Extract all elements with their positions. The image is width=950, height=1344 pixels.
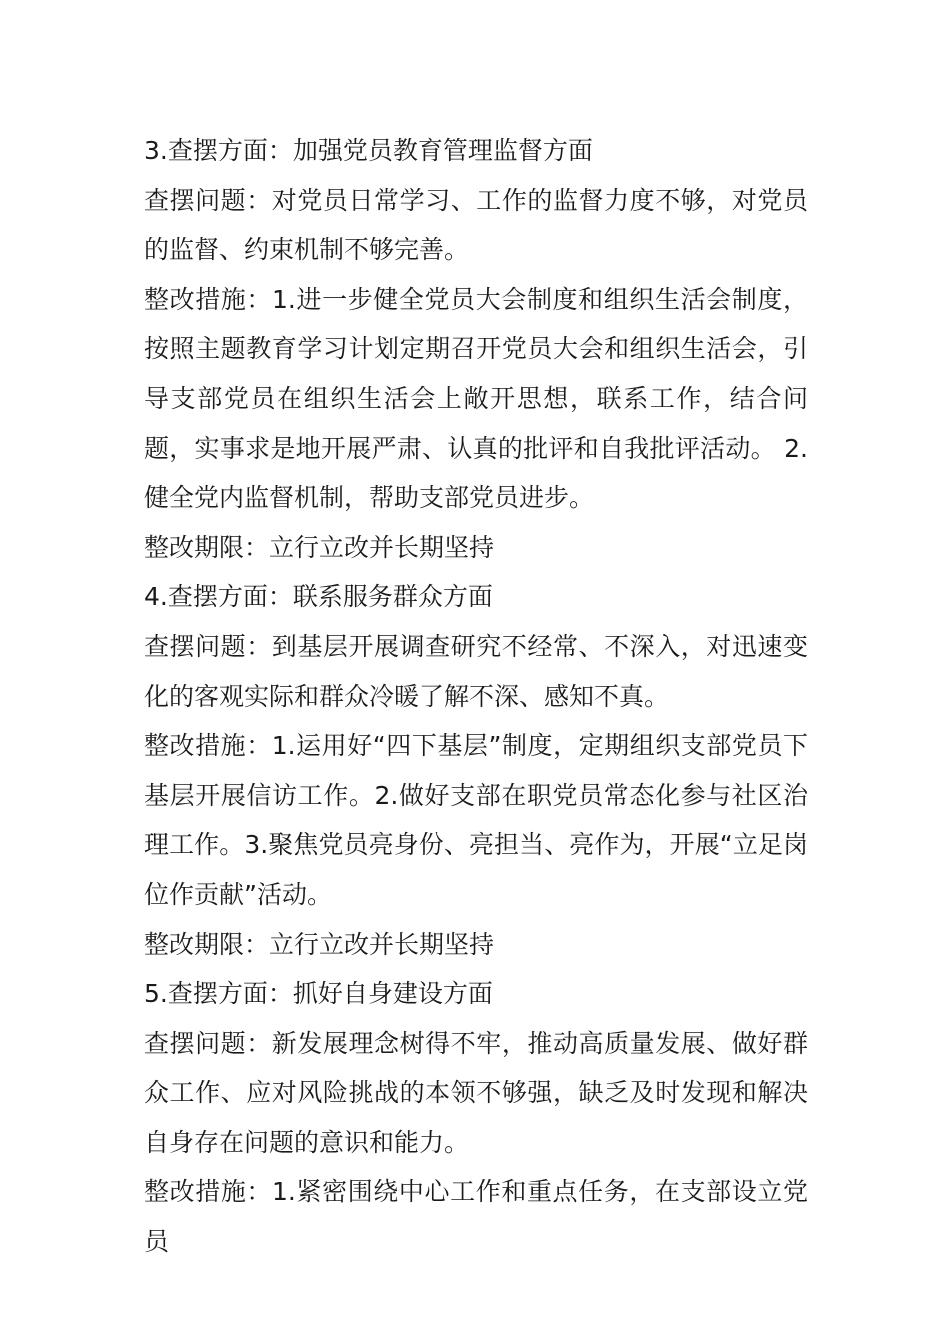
section-3-measures: 整改措施：1.进一步健全党员大会制度和组织生活会制度，按照主题教育学习计划定期召开党员大会和组织生活会，引导支部党员在组织生活会上敞开思想，联系工作，结合问题，实事求是地开展严肃、认真的批评和自我批评活动。 2.健全党内监督机制，帮助支部党员进步。: [144, 284, 808, 513]
document-body: [144, 126, 808, 1267]
section-5-problem: 查摆问题：新发展理念树得不牢，推动高质量发展、做好群众工作、应对风险挑战的本领不够强，缺乏及时发现和解决自身存在问题的意识和能力。: [144, 1028, 808, 1157]
section-3-heading: 3.查摆方面：加强党员教育管理监督方面: [144, 136, 593, 165]
section-3-deadline: 整改期限：立行立改并长期坚持: [144, 532, 495, 562]
section-4-deadline: 整改期限：立行立改并长期坚持: [144, 929, 495, 959]
section-5-heading: 5.查摆方面：抓好自身建设方面: [144, 979, 493, 1009]
section-3-problem: 查摆问题：对党员日常学习、工作的监督力度不够，对党员的监督、约束机制不够完善。: [144, 185, 808, 265]
section-5-measures: 整改措施：1.紧密围绕中心工作和重点任务，在支部设立党员: [144, 1177, 808, 1257]
section-4-measures: 整改措施：1.运用好“四下基层”制度，定期组织支部党员下基层开展信访工作。2.做好支部在职党员常态化参与社区治理工作。3.聚焦党员亮身份、亮担当、亮作为，开展“立足岗位作贡献”活动。: [144, 731, 808, 909]
section-4-heading: 4.查摆方面：联系服务群众方面: [144, 582, 493, 612]
section-4-problem: 查摆问题：到基层开展调查研究不经常、不深入，对迅速变化的客观实际和群众冷暖了解不深、感知不真。: [144, 631, 808, 711]
